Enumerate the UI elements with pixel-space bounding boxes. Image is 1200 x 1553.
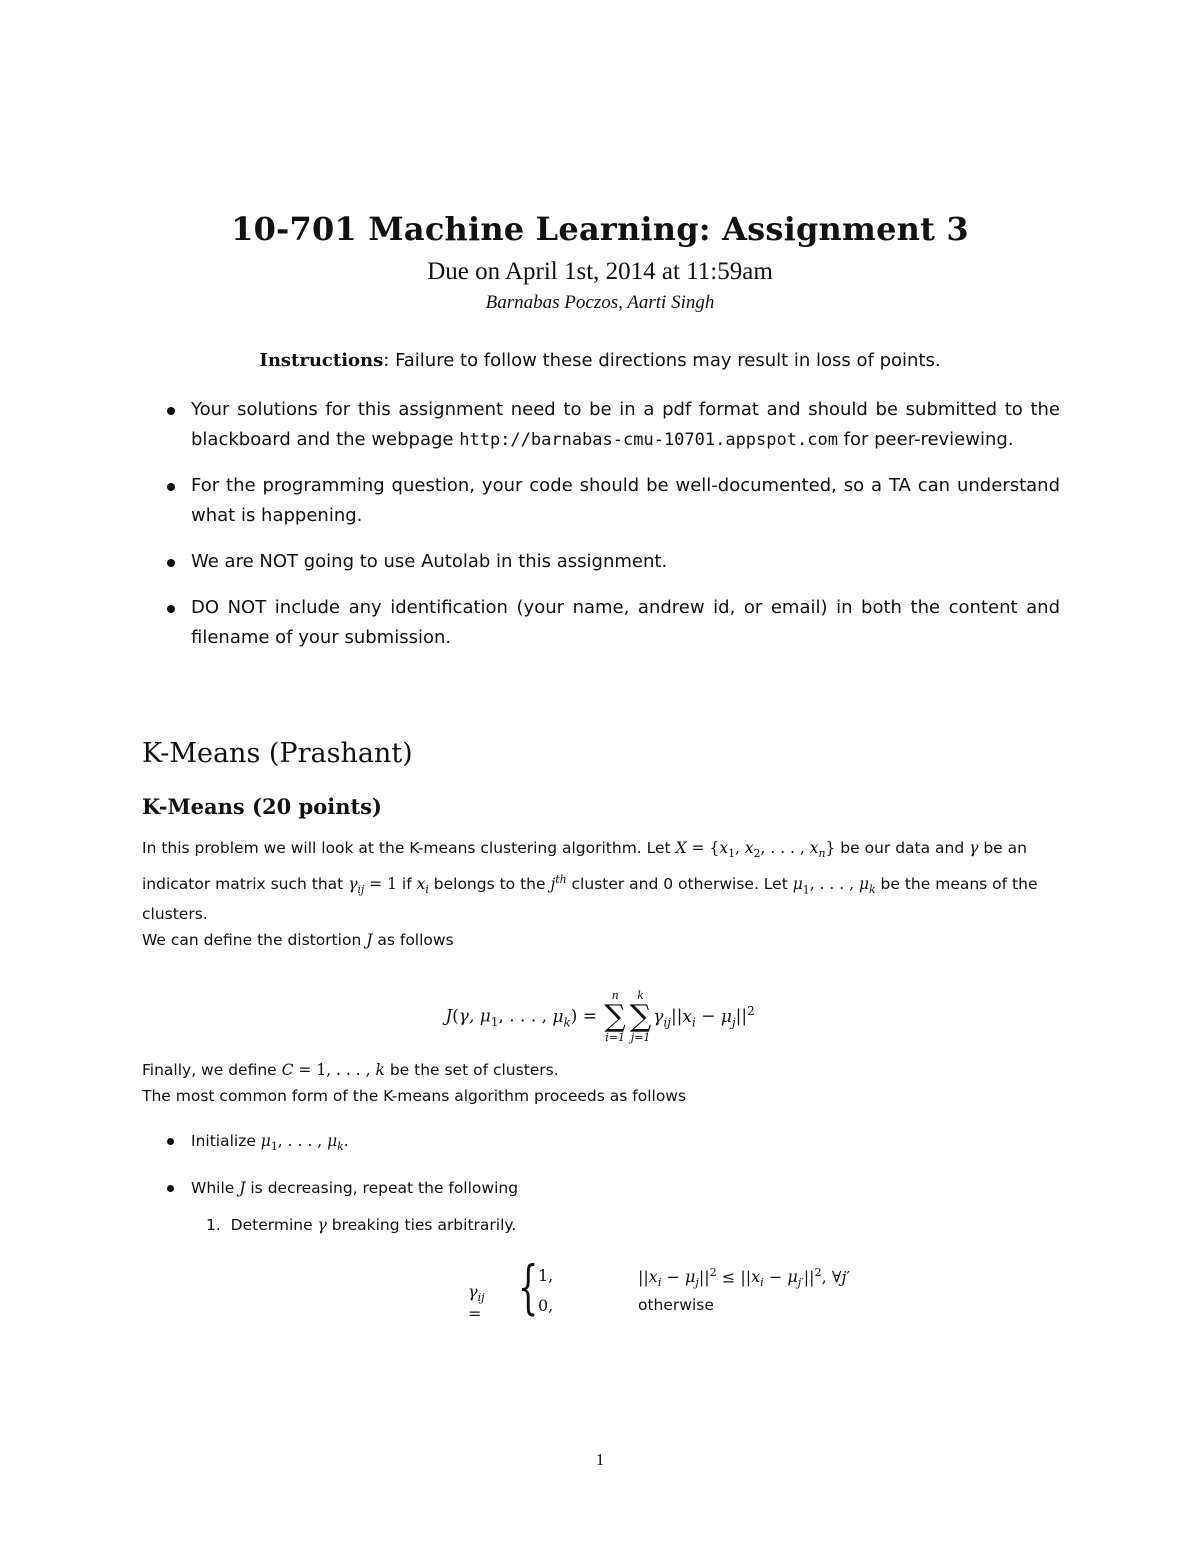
paragraph: Finally, we define C = 1, . . . , k be the set of clusters. [142, 1061, 559, 1079]
text-run: While [191, 1179, 240, 1198]
equation-lhs: $\gamma_{ij}$ = [468, 1282, 485, 1324]
paragraph [142, 928, 1058, 954]
case-1: 1, $||x_i - \mu_j||^2 \le ||x_i - \mu_{j'}||^2$, ∀j′ [538, 1266, 851, 1290]
bullet-icon [167, 605, 175, 613]
paragraph: In this problem we will look at the K-means clustering algorithm. Let $X = \{x_1$, $x_2$, . . . , $x_n$} be our data and γ be an indicator matrix such that $\gamma_{ij} = 1$ if $x_i$ belongs to the $j^{th}$ cluster and 0 otherwise. Let $\mu_1$, . . . , $\mu_k$ be the means of the clusters. [142, 839, 1038, 924]
math-inline: = { [686, 839, 720, 857]
text-run: In this problem we will look at the K-means clustering algorithm. Let [142, 839, 676, 857]
math-inline: J [366, 930, 373, 949]
text-run: as follows [372, 930, 454, 949]
list-item: Initialize $\mu_1$, . . . , $\mu_k$. [165, 1130, 518, 1158]
list-item [165, 593, 1060, 653]
bullet-icon [167, 1185, 174, 1192]
list-item: While J is decreasing, repeat the following [165, 1177, 518, 1199]
brace-icon: { [518, 1253, 539, 1321]
text-run: be the set of clusters. [384, 1061, 559, 1079]
text-run: if [397, 874, 417, 893]
bullet-text: For the programming question, your code should be well-documented, so a TA can understand what is happening. [191, 475, 1060, 526]
instructions-text: : Failure to follow these directions may result in loss of points. [383, 350, 941, 371]
text-run: be an indicator matrix such that [142, 839, 1027, 893]
bullet-text-post: for peer-reviewing. [837, 429, 1014, 450]
instructions-list [165, 395, 1060, 669]
text-run: belongs to the [428, 874, 551, 893]
text-run: is decreasing, repeat the following [245, 1179, 519, 1198]
text-run: We can define the distortion [142, 930, 367, 949]
subsection-heading: K-Means (20 points) [142, 794, 382, 819]
case-2: 0, otherwise [538, 1296, 714, 1315]
due-date: Due on April 1st, 2014 at 11:59am [427, 258, 773, 285]
text-run: breaking ties arbitrarily. [326, 1216, 517, 1234]
text-run: Determine [230, 1216, 318, 1234]
step-number: 1. [206, 1216, 221, 1234]
math-inline: μ [792, 874, 803, 893]
page-number: 1 [595, 1450, 605, 1469]
text-run: Initialize [191, 1132, 261, 1150]
math-inline: γ [969, 839, 979, 857]
algorithm-list [165, 1130, 518, 1218]
text-run: be the means of the clusters. [142, 874, 1038, 924]
problem-description [142, 836, 1058, 953]
list-item [165, 547, 1060, 577]
instructions-label: Instructions [259, 350, 384, 371]
bullet-text: DO NOT include any identification (your name, andrew id, or email) in both the content and filename of your submission. [191, 597, 1060, 648]
math-inline: $\gamma_{ij}$ [348, 874, 365, 896]
bullet-text: We are NOT going to use Autolab in this assignment. [191, 551, 668, 572]
section-heading: K-Means (Prashant) [142, 738, 413, 769]
instructions-line [0, 350, 1200, 371]
bullet-text-pre: Your solutions for this assignment need to be in a pdf format and should be submitted to the blackboard and the webpage [191, 399, 1060, 450]
bullet-icon [167, 483, 175, 491]
text-run: cluster and 0 otherwise. Let [566, 874, 793, 893]
sum-symbol: k ∑ j=1 [629, 989, 652, 1044]
step-1: 1. Determine γ breaking ties arbitrarily. [206, 1216, 517, 1234]
math-inline: x [719, 839, 729, 857]
submission-link[interactable]: http://barnabas-cmu-10701.appspot.com [459, 430, 838, 450]
math-inline: $j^{th}$ [550, 872, 567, 893]
bullet-icon [167, 1138, 174, 1145]
sum-symbol: n ∑ i=1 [604, 989, 626, 1044]
text-run: be our data and [835, 839, 970, 857]
distortion-equation: J(γ, $\mu_1$, . . . , $\mu_k$) = n ∑ i=1 k ∑ j=1 $\gamma_{ij}||x_i - \mu_j||^2$ [445, 989, 755, 1044]
list-item [165, 395, 1060, 455]
bullet-icon [167, 407, 175, 415]
math-inline: C [281, 1061, 294, 1079]
authors: Barnabas Poczos, Aarti Singh [485, 292, 715, 313]
page-title: 10-701 Machine Learning: Assignment 3 [231, 210, 969, 248]
text-run: Finally, we define [142, 1061, 282, 1079]
list-item [165, 471, 1060, 531]
bullet-icon [167, 559, 175, 567]
paragraph: The most common form of the K-means algorithm proceeds as follows [142, 1086, 687, 1105]
math-inline: X [675, 839, 687, 857]
math-inline: $x_i$ [416, 874, 429, 896]
algorithm-intro [142, 1058, 1058, 1109]
